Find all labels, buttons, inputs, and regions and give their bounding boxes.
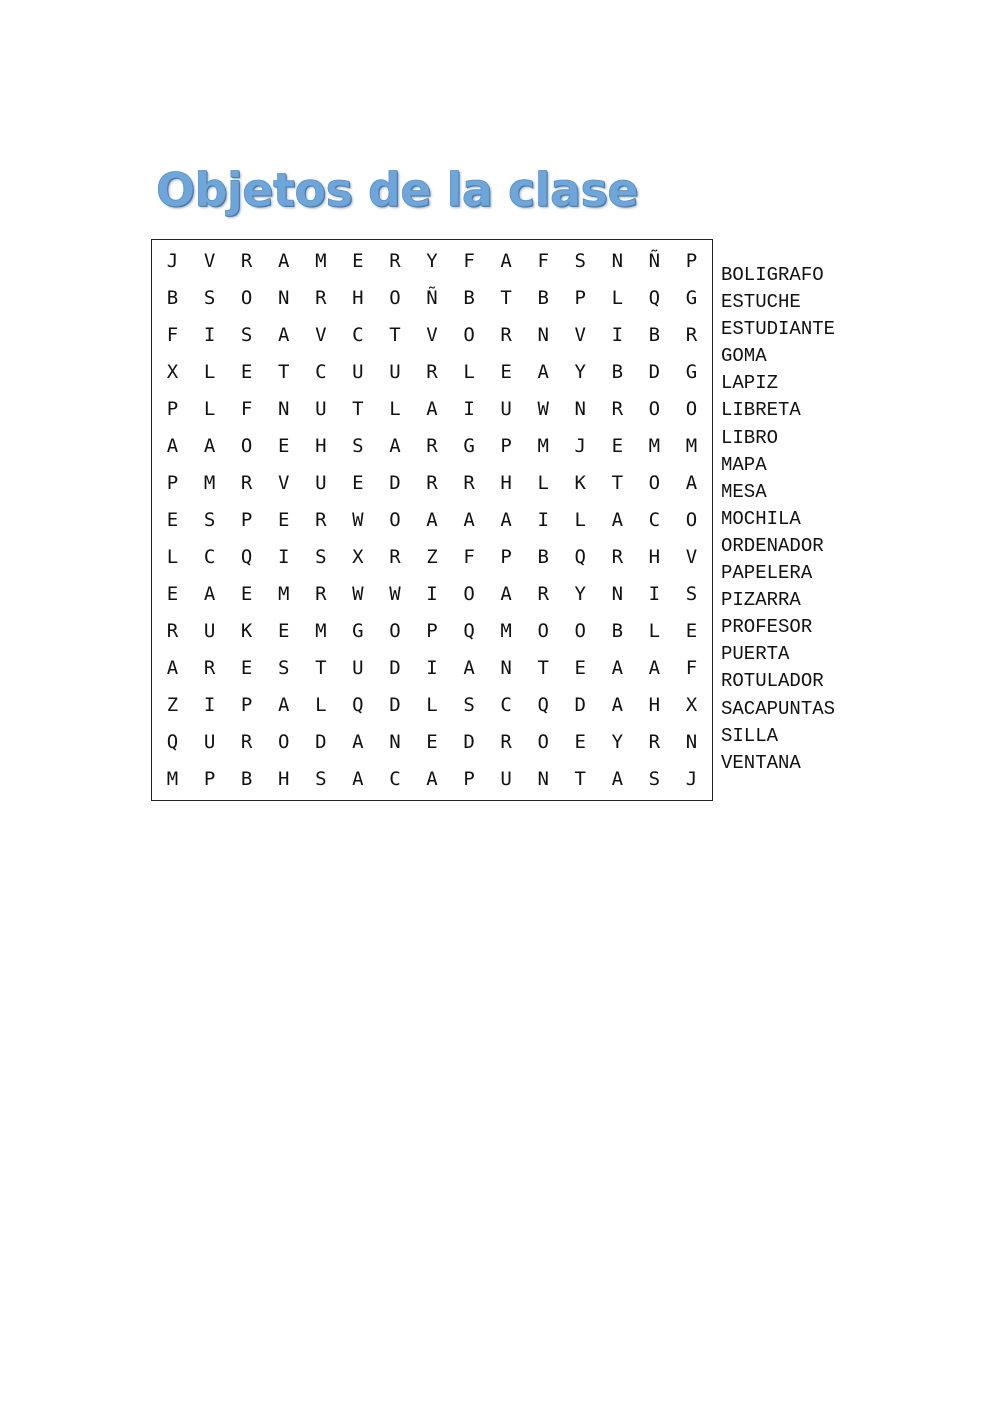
grid-letter[interactable]: C: [648, 508, 661, 531]
grid-letter[interactable]: P: [500, 546, 512, 569]
grid-letter[interactable]: Q: [574, 546, 586, 569]
grid-letter[interactable]: P: [166, 471, 179, 494]
grid-letter[interactable]: A: [537, 360, 549, 383]
grid-letter[interactable]: W: [352, 583, 364, 606]
grid-letter[interactable]: A: [611, 657, 624, 680]
grid-letter[interactable]: I: [463, 397, 475, 420]
grid-letter[interactable]: A: [426, 508, 438, 531]
grid-letter[interactable]: D: [463, 731, 475, 754]
grid-letter[interactable]: Z: [166, 694, 179, 717]
grid-letter[interactable]: S: [574, 249, 586, 272]
grid-letter[interactable]: N: [537, 323, 549, 346]
grid-letter[interactable]: M: [648, 434, 661, 457]
grid-letter[interactable]: P: [426, 620, 438, 643]
grid-letter[interactable]: U: [315, 471, 327, 494]
grid-letter[interactable]: A: [500, 508, 512, 531]
grid-letter[interactable]: L: [203, 360, 216, 383]
grid-letter[interactable]: A: [463, 657, 475, 680]
grid-letter[interactable]: M: [315, 249, 327, 272]
grid-letter[interactable]: V: [685, 546, 698, 569]
grid-letter[interactable]: O: [574, 620, 586, 643]
word-search-grid: [151, 239, 713, 801]
grid-letter[interactable]: H: [352, 286, 364, 309]
grid-letter[interactable]: C: [315, 360, 327, 383]
grid-letter[interactable]: D: [389, 471, 401, 494]
grid-letter[interactable]: Q: [352, 694, 364, 717]
grid-letter[interactable]: H: [278, 768, 290, 791]
grid-letter[interactable]: E: [426, 731, 438, 754]
grid-letter[interactable]: L: [648, 620, 661, 643]
grid-letter[interactable]: Y: [574, 360, 586, 383]
grid-letter[interactable]: A: [426, 768, 438, 791]
word-list-item: PROFESOR: [721, 616, 813, 639]
grid-letter[interactable]: O: [685, 508, 698, 531]
grid-letter[interactable]: L: [203, 397, 216, 420]
grid-letter[interactable]: A: [278, 694, 290, 717]
grid-letter[interactable]: D: [389, 694, 401, 717]
grid-letter[interactable]: E: [166, 508, 179, 531]
grid-letter[interactable]: S: [315, 768, 327, 791]
grid-letter[interactable]: E: [240, 583, 253, 606]
grid-letter[interactable]: B: [537, 546, 549, 569]
grid-letter[interactable]: I: [611, 323, 624, 346]
grid-letter[interactable]: X: [685, 694, 698, 717]
grid-letter[interactable]: U: [500, 397, 512, 420]
grid-letter[interactable]: C: [352, 323, 364, 346]
grid-letter[interactable]: Ñ: [648, 249, 661, 272]
grid-letter[interactable]: R: [203, 657, 216, 680]
grid-letter[interactable]: T: [574, 768, 586, 791]
grid-letter[interactable]: A: [352, 768, 364, 791]
grid-letter[interactable]: S: [315, 546, 327, 569]
grid-letter[interactable]: Y: [574, 583, 586, 606]
grid-letter[interactable]: A: [463, 508, 475, 531]
grid-letter[interactable]: C: [389, 768, 401, 791]
word-list: [721, 262, 835, 777]
grid-letter[interactable]: Q: [537, 694, 549, 717]
grid-letter[interactable]: P: [240, 694, 253, 717]
grid-letter[interactable]: Z: [426, 546, 438, 569]
grid-letter[interactable]: L: [426, 694, 438, 717]
grid-letter[interactable]: E: [278, 434, 290, 457]
grid-letter[interactable]: R: [240, 471, 253, 494]
grid-letter[interactable]: M: [278, 583, 290, 606]
grid-letter[interactable]: O: [537, 731, 549, 754]
grid-letter[interactable]: N: [537, 768, 549, 791]
grid-letter[interactable]: S: [203, 286, 216, 309]
grid-letter[interactable]: E: [278, 620, 290, 643]
grid-letter[interactable]: B: [648, 323, 661, 346]
grid-letter[interactable]: G: [463, 434, 475, 457]
grid-letter[interactable]: A: [611, 694, 624, 717]
grid-letter[interactable]: A: [426, 397, 438, 420]
grid-letter[interactable]: R: [240, 731, 253, 754]
grid-letter[interactable]: C: [500, 694, 512, 717]
grid-letter[interactable]: W: [352, 508, 364, 531]
grid-letter[interactable]: R: [611, 397, 624, 420]
grid-letter[interactable]: T: [500, 286, 512, 309]
grid-letter[interactable]: R: [315, 508, 327, 531]
grid-letter[interactable]: Y: [426, 249, 438, 272]
grid-letter[interactable]: I: [648, 583, 661, 606]
word-list-item: ROTULADOR: [721, 670, 824, 693]
grid-letter[interactable]: N: [611, 583, 624, 606]
grid-letter[interactable]: N: [574, 397, 586, 420]
grid-letter[interactable]: O: [537, 620, 549, 643]
grid-letter[interactable]: A: [500, 583, 512, 606]
word-list-item: MESA: [721, 480, 767, 503]
grid-letter[interactable]: U: [352, 657, 364, 680]
grid-letter[interactable]: F: [166, 323, 179, 346]
grid-letter[interactable]: A: [685, 471, 698, 494]
word-list-item: MOCHILA: [721, 507, 801, 530]
grid-letter[interactable]: N: [500, 657, 512, 680]
grid-letter[interactable]: R: [389, 546, 401, 569]
grid-letter[interactable]: I: [203, 323, 216, 346]
grid-letter[interactable]: O: [240, 434, 253, 457]
grid-letter[interactable]: I: [426, 657, 438, 680]
grid-letter[interactable]: R: [166, 620, 179, 643]
grid-letter[interactable]: D: [574, 694, 586, 717]
grid-letter[interactable]: X: [352, 546, 364, 569]
grid-letter[interactable]: Q: [240, 546, 253, 569]
grid-letter[interactable]: E: [278, 508, 290, 531]
grid-letter[interactable]: O: [685, 397, 698, 420]
grid-letter[interactable]: U: [203, 731, 216, 754]
word-list-item: SILLA: [721, 724, 779, 747]
grid-letter[interactable]: X: [166, 360, 179, 383]
grid-letter[interactable]: F: [240, 397, 253, 420]
grid-letter[interactable]: A: [611, 508, 624, 531]
grid-letter[interactable]: U: [500, 768, 512, 791]
grid-letter[interactable]: U: [315, 397, 327, 420]
grid-letter[interactable]: A: [278, 249, 290, 272]
word-list-item: MAPA: [721, 453, 767, 476]
grid-letter[interactable]: G: [352, 620, 364, 643]
grid-letter[interactable]: P: [240, 508, 253, 531]
grid-letter[interactable]: M: [500, 620, 512, 643]
word-list-item: VENTANA: [721, 751, 801, 774]
grid-letter[interactable]: E: [240, 657, 253, 680]
word-list-item: PAPELERA: [721, 562, 813, 585]
grid-letter[interactable]: E: [685, 620, 698, 643]
grid-letter[interactable]: B: [611, 620, 624, 643]
grid-letter[interactable]: H: [648, 694, 661, 717]
grid-letter[interactable]: P: [685, 249, 698, 272]
grid-letter[interactable]: A: [203, 434, 216, 457]
grid-letter[interactable]: M: [315, 620, 327, 643]
grid-letter[interactable]: B: [611, 360, 624, 383]
grid-letter[interactable]: R: [426, 434, 438, 457]
grid-letter[interactable]: A: [611, 768, 624, 791]
grid-letter[interactable]: P: [203, 768, 216, 791]
grid-letter[interactable]: C: [203, 546, 216, 569]
grid-letter[interactable]: H: [315, 434, 327, 457]
grid-letter[interactable]: S: [685, 583, 698, 606]
grid-letter[interactable]: O: [648, 471, 661, 494]
grid-letter[interactable]: S: [352, 434, 364, 457]
grid-letter[interactable]: E: [240, 360, 253, 383]
grid-letter[interactable]: T: [537, 657, 549, 680]
grid-letter[interactable]: D: [315, 731, 327, 754]
grid-letter[interactable]: R: [315, 583, 327, 606]
grid-letter[interactable]: L: [166, 546, 179, 569]
grid-letter[interactable]: S: [278, 657, 290, 680]
grid-letter[interactable]: M: [166, 768, 179, 791]
grid-letter[interactable]: H: [648, 546, 661, 569]
grid-letter[interactable]: I: [278, 546, 290, 569]
grid-letter[interactable]: A: [166, 657, 179, 680]
grid-letter[interactable]: R: [648, 731, 661, 754]
grid-letter[interactable]: T: [315, 657, 327, 680]
word-list-item: GOMA: [721, 345, 767, 368]
grid-letter[interactable]: O: [648, 397, 661, 420]
grid-letter[interactable]: T: [389, 323, 401, 346]
grid-letter[interactable]: R: [537, 583, 549, 606]
grid-letter[interactable]: D: [389, 657, 401, 680]
grid-letter[interactable]: Q: [166, 731, 179, 754]
grid-letter[interactable]: R: [240, 249, 253, 272]
grid-letter[interactable]: V: [315, 323, 327, 346]
grid-letter[interactable]: I: [203, 694, 216, 717]
grid-letter[interactable]: N: [611, 249, 624, 272]
grid-letter[interactable]: L: [315, 694, 327, 717]
grid-letter[interactable]: M: [685, 434, 698, 457]
grid-letter[interactable]: W: [537, 397, 549, 420]
grid-letter[interactable]: Ñ: [426, 286, 438, 309]
grid-letter[interactable]: P: [166, 397, 179, 420]
grid-letter[interactable]: O: [278, 731, 290, 754]
grid-letter[interactable]: A: [389, 434, 401, 457]
grid-letter[interactable]: F: [537, 249, 549, 272]
grid-letter[interactable]: A: [500, 249, 512, 272]
grid-letter[interactable]: S: [203, 508, 216, 531]
word-list-item: PUERTA: [721, 643, 790, 666]
grid-letter[interactable]: R: [315, 286, 327, 309]
grid-letter[interactable]: O: [463, 583, 475, 606]
grid-letter[interactable]: N: [685, 731, 698, 754]
grid-letter[interactable]: R: [426, 360, 438, 383]
grid-letter[interactable]: R: [685, 323, 698, 346]
grid-letter[interactable]: V: [203, 249, 216, 272]
grid-letter[interactable]: A: [203, 583, 216, 606]
grid-letter[interactable]: Q: [463, 620, 475, 643]
grid-letter[interactable]: H: [500, 471, 512, 494]
grid-letter[interactable]: R: [500, 731, 512, 754]
grid-letter[interactable]: V: [426, 323, 438, 346]
grid-letter[interactable]: L: [574, 508, 586, 531]
grid-letter[interactable]: T: [352, 397, 364, 420]
grid-letter[interactable]: O: [240, 286, 253, 309]
word-list-item: ESTUCHE: [721, 291, 801, 314]
grid-letter[interactable]: S: [648, 768, 661, 791]
grid-letter[interactable]: V: [574, 323, 586, 346]
grid-letter[interactable]: F: [685, 657, 698, 680]
page-title: Objetos de la clase: [156, 162, 639, 217]
grid-letter[interactable]: S: [463, 694, 475, 717]
grid-letter[interactable]: P: [574, 286, 586, 309]
grid-letter[interactable]: R: [611, 546, 624, 569]
word-list-item: ESTUDIANTE: [721, 318, 836, 341]
grid-letter[interactable]: R: [500, 323, 512, 346]
grid-letter[interactable]: R: [426, 471, 438, 494]
grid-letter[interactable]: E: [611, 434, 624, 457]
grid-letter[interactable]: U: [352, 360, 364, 383]
grid-letter[interactable]: E: [574, 731, 586, 754]
grid-letter[interactable]: P: [500, 434, 512, 457]
grid-letter[interactable]: O: [463, 323, 475, 346]
word-list-item: LIBRO: [721, 426, 779, 449]
grid-letter[interactable]: I: [537, 508, 549, 531]
grid-letter[interactable]: F: [463, 546, 475, 569]
word-list-item: LIBRETA: [721, 399, 801, 422]
grid-letter[interactable]: A: [166, 434, 179, 457]
grid-letter[interactable]: A: [648, 657, 661, 680]
grid-letter[interactable]: O: [389, 508, 401, 531]
grid-letter[interactable]: E: [574, 657, 586, 680]
grid-letter[interactable]: L: [463, 360, 475, 383]
grid-letter[interactable]: N: [278, 286, 290, 309]
grid-letter[interactable]: U: [203, 620, 216, 643]
grid-letter[interactable]: R: [463, 471, 475, 494]
grid-letter[interactable]: A: [352, 731, 364, 754]
grid-letter[interactable]: T: [611, 471, 624, 494]
grid-letter[interactable]: G: [685, 360, 698, 383]
grid-letter[interactable]: B: [166, 286, 179, 309]
grid-letter[interactable]: K: [574, 471, 586, 494]
grid-letter[interactable]: M: [203, 471, 216, 494]
word-list-item: LAPIZ: [721, 372, 779, 395]
grid-letter[interactable]: F: [463, 249, 475, 272]
grid-letter[interactable]: E: [166, 583, 179, 606]
grid-letter[interactable]: T: [278, 360, 290, 383]
grid-letter[interactable]: K: [240, 620, 253, 643]
grid-letter[interactable]: J: [166, 249, 179, 272]
grid-letter[interactable]: I: [426, 583, 438, 606]
grid-letter[interactable]: J: [574, 434, 586, 457]
grid-letter[interactable]: L: [389, 397, 401, 420]
grid-letter[interactable]: Q: [648, 286, 661, 309]
grid-letter[interactable]: E: [500, 360, 512, 383]
grid-letter[interactable]: O: [389, 620, 401, 643]
grid-letter[interactable]: E: [352, 471, 364, 494]
grid-letter[interactable]: O: [389, 286, 401, 309]
grid-letter[interactable]: R: [389, 249, 401, 272]
grid-letter[interactable]: P: [463, 768, 475, 791]
word-list-item: ORDENADOR: [721, 534, 824, 557]
grid-letter[interactable]: L: [537, 471, 549, 494]
grid-letter[interactable]: N: [278, 397, 290, 420]
word-list-item: BOLIGRAFO: [721, 264, 824, 286]
grid-letter[interactable]: V: [278, 471, 290, 494]
grid-letter[interactable]: G: [685, 286, 698, 309]
grid-letter[interactable]: U: [389, 360, 401, 383]
grid-letter[interactable]: Y: [611, 731, 624, 754]
grid-letter[interactable]: D: [648, 360, 661, 383]
grid-letter[interactable]: A: [278, 323, 290, 346]
grid-letter[interactable]: S: [240, 323, 253, 346]
word-list-item: SACAPUNTAS: [721, 697, 836, 720]
grid-letter[interactable]: B: [240, 768, 253, 791]
word-list-item: PIZARRA: [721, 589, 801, 612]
grid-letter[interactable]: N: [389, 731, 401, 754]
grid-letter[interactable]: J: [685, 768, 698, 791]
grid-letter[interactable]: W: [389, 583, 401, 606]
grid-letter[interactable]: M: [537, 434, 549, 457]
grid-letter[interactable]: L: [611, 286, 624, 309]
grid-letter[interactable]: B: [463, 286, 475, 309]
grid-letter[interactable]: E: [352, 249, 364, 272]
grid-letter[interactable]: B: [537, 286, 549, 309]
